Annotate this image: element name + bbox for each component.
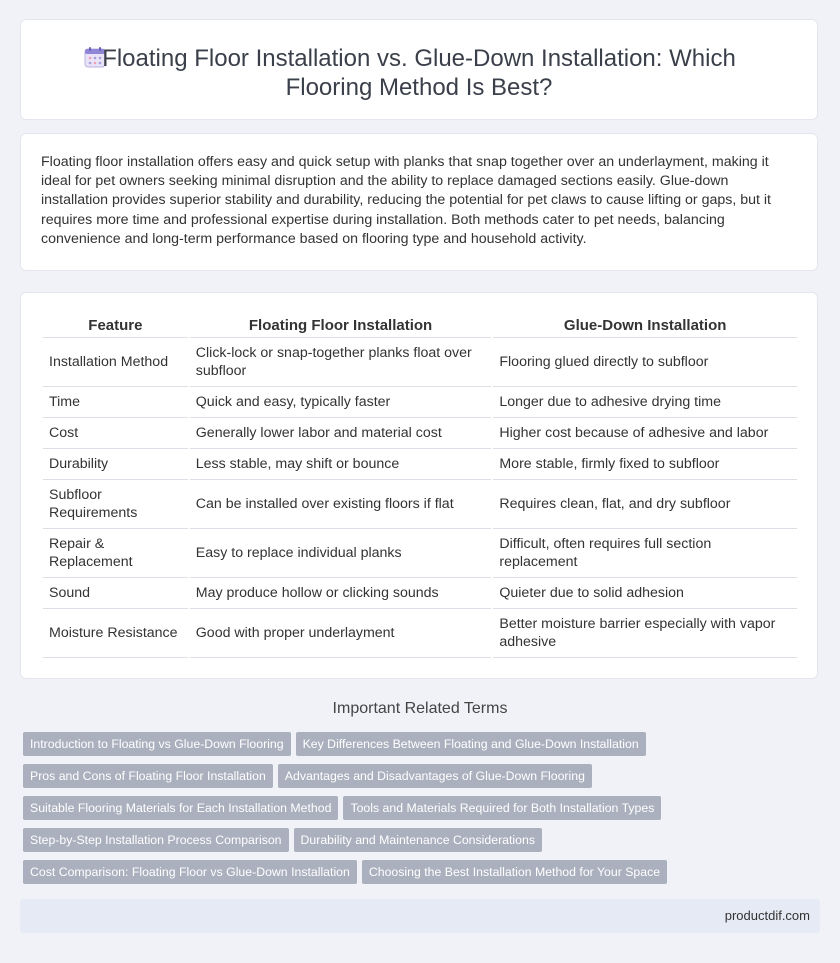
table-cell: Difficult, often requires full section replacement (493, 529, 797, 578)
table-cell: More stable, firmly fixed to subfloor (493, 449, 797, 480)
table-cell: Cost (43, 418, 188, 449)
related-term-tag[interactable]: Durability and Maintenance Considerations (294, 828, 542, 852)
table-cell: Flooring glued directly to subfloor (493, 338, 797, 387)
comparison-table (41, 315, 799, 658)
table-row (43, 609, 797, 658)
table-cell: Less stable, may shift or bounce (190, 449, 492, 480)
table-cell: Better moisture barrier especially with vapor adhesive (493, 609, 797, 658)
table-cell: Time (43, 387, 188, 418)
table-cell: Sound (43, 578, 188, 609)
table-row (43, 449, 797, 480)
related-terms-title: Important Related Terms (332, 700, 508, 717)
table-row (43, 529, 797, 578)
related-term-tag[interactable]: Key Differences Between Floating and Glue-Down Installation (296, 732, 646, 756)
table-cell: Quieter due to solid adhesion (493, 578, 797, 609)
intro-card (20, 133, 818, 271)
related-term-tag[interactable]: Advantages and Disadvantages of Glue-Down Flooring (278, 764, 592, 788)
comparison-table-card (20, 292, 818, 679)
table-cell: Generally lower labor and material cost (190, 418, 492, 449)
table-cell: Installation Method (43, 338, 188, 387)
table-row (43, 418, 797, 449)
page-title-line-1: Floating Floor Installation vs. Glue-Down Installation: Which (102, 45, 736, 72)
column-header: Feature (43, 315, 188, 338)
table-cell: Higher cost because of adhesive and labor (493, 418, 797, 449)
column-header: Floating Floor Installation (190, 315, 492, 338)
table-cell: Easy to replace individual planks (190, 529, 492, 578)
table-row (43, 480, 797, 529)
table-row (43, 578, 797, 609)
related-term-tag[interactable]: Cost Comparison: Floating Floor vs Glue-Down Installation (23, 860, 357, 884)
table-cell: Durability (43, 449, 188, 480)
related-term-tag[interactable]: Tools and Materials Required for Both Installation Types (343, 796, 661, 820)
related-term-tag[interactable]: Choosing the Best Installation Method for Your Space (362, 860, 667, 884)
related-term-tag[interactable]: Introduction to Floating vs Glue-Down Flooring (23, 732, 291, 756)
table-row (43, 338, 797, 387)
table-cell: Quick and easy, typically faster (190, 387, 492, 418)
related-term-tag[interactable]: Suitable Flooring Materials for Each Installation Method (23, 796, 338, 820)
table-cell: Longer due to adhesive drying time (493, 387, 797, 418)
related-terms-list (23, 732, 823, 892)
table-cell: Click-lock or snap-together planks float over subfloor (190, 338, 492, 387)
related-term-tag[interactable]: Step-by-Step Installation Process Comparison (23, 828, 289, 852)
header-card (20, 19, 818, 120)
table-row (43, 387, 797, 418)
table-cell: Can be installed over existing floors if flat (190, 480, 492, 529)
footer-site-link[interactable]: productdif.com (724, 908, 810, 923)
page-title (21, 44, 817, 102)
related-term-tag[interactable]: Pros and Cons of Floating Floor Installation (23, 764, 273, 788)
intro-paragraph: Floating floor installation offers easy and quick setup with planks that snap together over an underlayment, making it ideal for pet owners seeking minimal disruption and the ability to replace damaged sections easily. Glue-down installation provides superior stability and durability, reducing the potential for pet claws to cause lifting or gaps, but it requires more time and professional expertise during installation. Both methods cater to pet needs, balancing convenience and long-term performance based on flooring type and household activity. (41, 154, 772, 247)
table-cell: Subfloor Requirements (43, 480, 188, 529)
table-cell: Good with proper underlayment (190, 609, 492, 658)
table-cell: May produce hollow or clicking sounds (190, 578, 492, 609)
footer (20, 899, 820, 933)
table-cell: Moisture Resistance (43, 609, 188, 658)
page-title-line-2: Flooring Method Is Best? (285, 74, 553, 101)
table-cell: Repair & Replacement (43, 529, 188, 578)
column-header: Glue-Down Installation (493, 315, 797, 338)
table-header-row (43, 315, 797, 338)
table-cell: Requires clean, flat, and dry subfloor (493, 480, 797, 529)
